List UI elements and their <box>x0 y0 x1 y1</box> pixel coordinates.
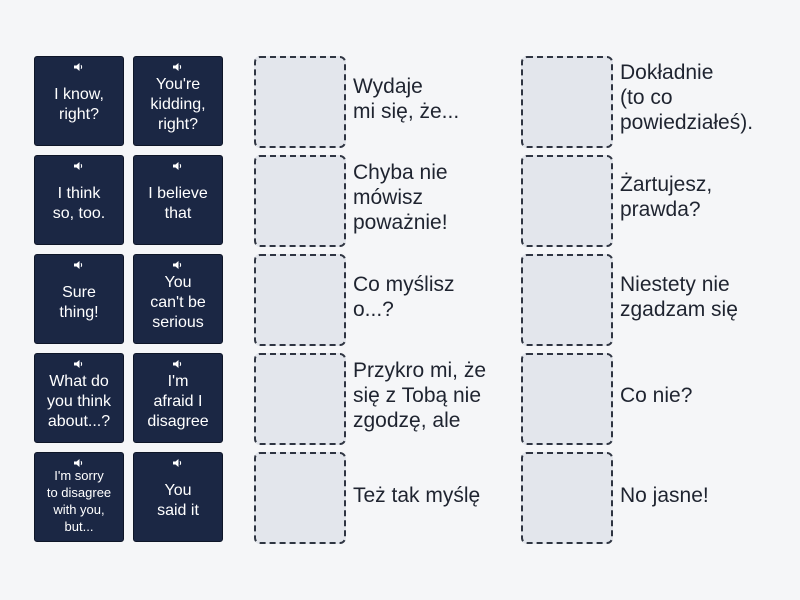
answer-card-text: I believe that <box>148 185 208 222</box>
speaker-icon[interactable] <box>172 260 184 270</box>
speaker-icon[interactable] <box>73 62 85 72</box>
drop-slot[interactable] <box>521 56 613 148</box>
prompt-text: Dokładnie (to co powiedziałeś). <box>620 61 754 134</box>
drop-slot[interactable] <box>521 254 613 346</box>
answer-card-text: You're kidding, right? <box>150 76 206 133</box>
answer-card[interactable] <box>34 155 124 245</box>
prompt-text: Co nie? <box>620 384 693 407</box>
drop-slot[interactable] <box>254 452 346 544</box>
answer-card[interactable] <box>133 155 223 245</box>
answer-card-text: What do you think about...? <box>46 373 112 430</box>
speaker-icon[interactable] <box>172 359 184 369</box>
prompt-text: Co myślisz o...? <box>353 273 455 321</box>
prompt-text: Wydaje mi się, że... <box>353 75 460 123</box>
drop-slot[interactable] <box>254 353 346 445</box>
speaker-icon[interactable] <box>73 260 85 270</box>
prompt-text: No jasne! <box>620 484 709 507</box>
answer-card[interactable] <box>133 452 223 542</box>
answer-card[interactable] <box>34 56 124 146</box>
answer-card-text: I'm afraid I disagree <box>147 373 209 430</box>
answer-card-text: You can't be serious <box>150 274 206 331</box>
prompt-text: Chyba nie mówisz poważnie! <box>353 161 448 234</box>
answer-card[interactable] <box>34 353 124 443</box>
answer-card-text: I think so, too. <box>52 185 106 222</box>
answer-card[interactable] <box>133 56 223 146</box>
answer-card-text: I know, right? <box>54 86 104 123</box>
drop-slot[interactable] <box>521 353 613 445</box>
drop-slot[interactable] <box>254 56 346 148</box>
prompt-text: Niestety nie zgadzam się <box>620 273 738 321</box>
speaker-icon[interactable] <box>172 62 184 72</box>
speaker-icon[interactable] <box>73 359 85 369</box>
answer-card-text: Sure thing! <box>59 284 99 321</box>
prompt-text: Przykro mi, że się z Tobą nie zgodzę, ale <box>353 359 487 432</box>
drop-slot[interactable] <box>521 155 613 247</box>
speaker-icon[interactable] <box>73 161 85 171</box>
drop-slot[interactable] <box>254 254 346 346</box>
prompt-text: Żartujesz, prawda? <box>620 173 713 221</box>
answer-card-text: I'm sorry to disagree with you, but... <box>46 468 112 534</box>
drop-slot[interactable] <box>521 452 613 544</box>
prompt-text: Też tak myślę <box>353 484 481 507</box>
speaker-icon[interactable] <box>73 458 85 468</box>
speaker-icon[interactable] <box>172 458 184 468</box>
drop-slot[interactable] <box>254 155 346 247</box>
answer-card-text: You said it <box>157 482 199 519</box>
answer-card[interactable] <box>34 452 124 542</box>
answer-card[interactable] <box>133 254 223 344</box>
answer-card[interactable] <box>133 353 223 443</box>
speaker-icon[interactable] <box>172 161 184 171</box>
answer-card[interactable] <box>34 254 124 344</box>
